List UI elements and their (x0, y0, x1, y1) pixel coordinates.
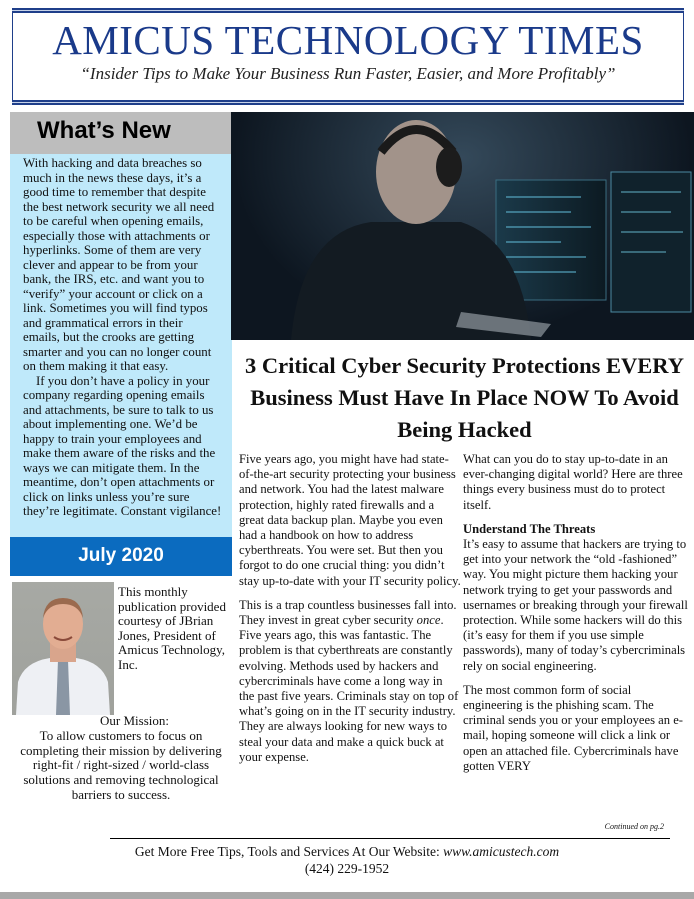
article-paragraph: Five years ago, you might have had state-of-the-art security protecting your business and network. You had the latest malware protection, highly rated firewalls and a great data backup plan. Maybe you even had a handbook on how to address cyberthreats. You were set. But then you forgot to do one crucial thing: you didn’t stay up-to-date with your IT security policy. (239, 452, 461, 588)
mission-block (10, 714, 232, 803)
masthead-top-rule (12, 8, 684, 13)
phone-number: (424) 229-1952 (304, 861, 390, 876)
article-paragraph: It’s easy to assume that hackers are trying to get into your network the “old -fashioned” way. You might picture them hacking your network trying to get your passwords and usernames or breaking through your firewall protection. While some hackers will do this (it’s easy for them if you use simple passwords), many of today’s cybercriminals rely on social engineering. (463, 537, 688, 673)
article-column-1 (239, 452, 461, 774)
continued-note: Continued on pg.2 (604, 822, 664, 831)
article-paragraph: What can you do to stay up-to-date in an ever-changing digital world? Here are three things every business must do to protect itself. (463, 452, 683, 512)
president-portrait (12, 582, 114, 715)
mission-label: Our Mission: (100, 713, 169, 728)
article-headline: 3 Critical Cyber Security Protections EVERY Business Must Have In Place NOW To Avoid Being Hacked (245, 353, 684, 442)
page-bottom-bar (0, 892, 694, 899)
hacker-photo (231, 112, 694, 340)
whats-new-paragraph: If you don’t have a policy in your company regarding opening emails and attachments, be sure to talk to us about implementing one. We’d be happy to train your employees and make them aware of the risks and the ways we can mitigate them. In the meantime, don’t open attachments or click on links unless you’re sure they’re legitimate. Constant vigilance! (23, 373, 222, 518)
masthead (12, 8, 684, 101)
article-subheading: Understand The Threats (463, 521, 596, 536)
issue-date-banner: July 2020 (10, 537, 232, 576)
footer-text: Get More Free Tips, Tools and Services At Our Website: (134, 844, 444, 859)
article-paragraph: The most common form of social engineering is the phishing scam. The criminal sends you or your employees an e-mail, hoping someone will click a link or open an attached file. Cybercriminals have gotten VERY (463, 682, 683, 773)
footer (0, 843, 694, 877)
whats-new-box (10, 154, 232, 537)
newsletter-tagline: “Insider Tips to Make Your Business Run Faster, Easier, and More Profitably” (80, 64, 616, 83)
article-column-2 (463, 452, 691, 783)
article-paragraph (239, 598, 461, 765)
courtesy-text: This monthly publication provided courtesy of JBrian Jones, President of Amicus Technology, Inc. (118, 584, 226, 672)
footer-divider (110, 838, 670, 839)
website-link[interactable]: www.amicustech.com (443, 844, 560, 859)
text-run: This is a trap countless businesses fall into. They invest in great cyber security (239, 597, 457, 628)
text-run: . Five years ago, this was fantastic. The problem is that cyberthreats are constantly evolving. Methods used by hackers and cybercriminals have come a long way in the past five years. Criminals stay on top of what’s going on in the IT security industry. They are always looking for new ways to steal your data and make a quick buck at your expense. (239, 613, 459, 764)
whats-new-heading: What’s New (10, 112, 232, 154)
mission-text: To allow customers to focus on completing their mission by delivering right-fit / right-sized / world-class solutions and removing technological barriers to success. (20, 727, 222, 802)
newsletter-title: AMICUS TECHNOLOGY TIMES (52, 17, 644, 63)
masthead-bottom-rule (12, 100, 684, 105)
emphasis-text: once (416, 613, 441, 628)
whats-new-paragraph: With hacking and data breaches so much in the news these days, it’s a good time to remember that despite the best network security we all need to be careful when opening emails, especially those with attachments or hyperlinks. Some of them are very clever and appear to be from your bank, the IRS, etc. and want you to “verify” your account or click on a link. Sometimes you will find typos and grammatical errors in their emails, but the crooks are getting smarter and you can no longer count on them making it that easy. (23, 156, 215, 373)
